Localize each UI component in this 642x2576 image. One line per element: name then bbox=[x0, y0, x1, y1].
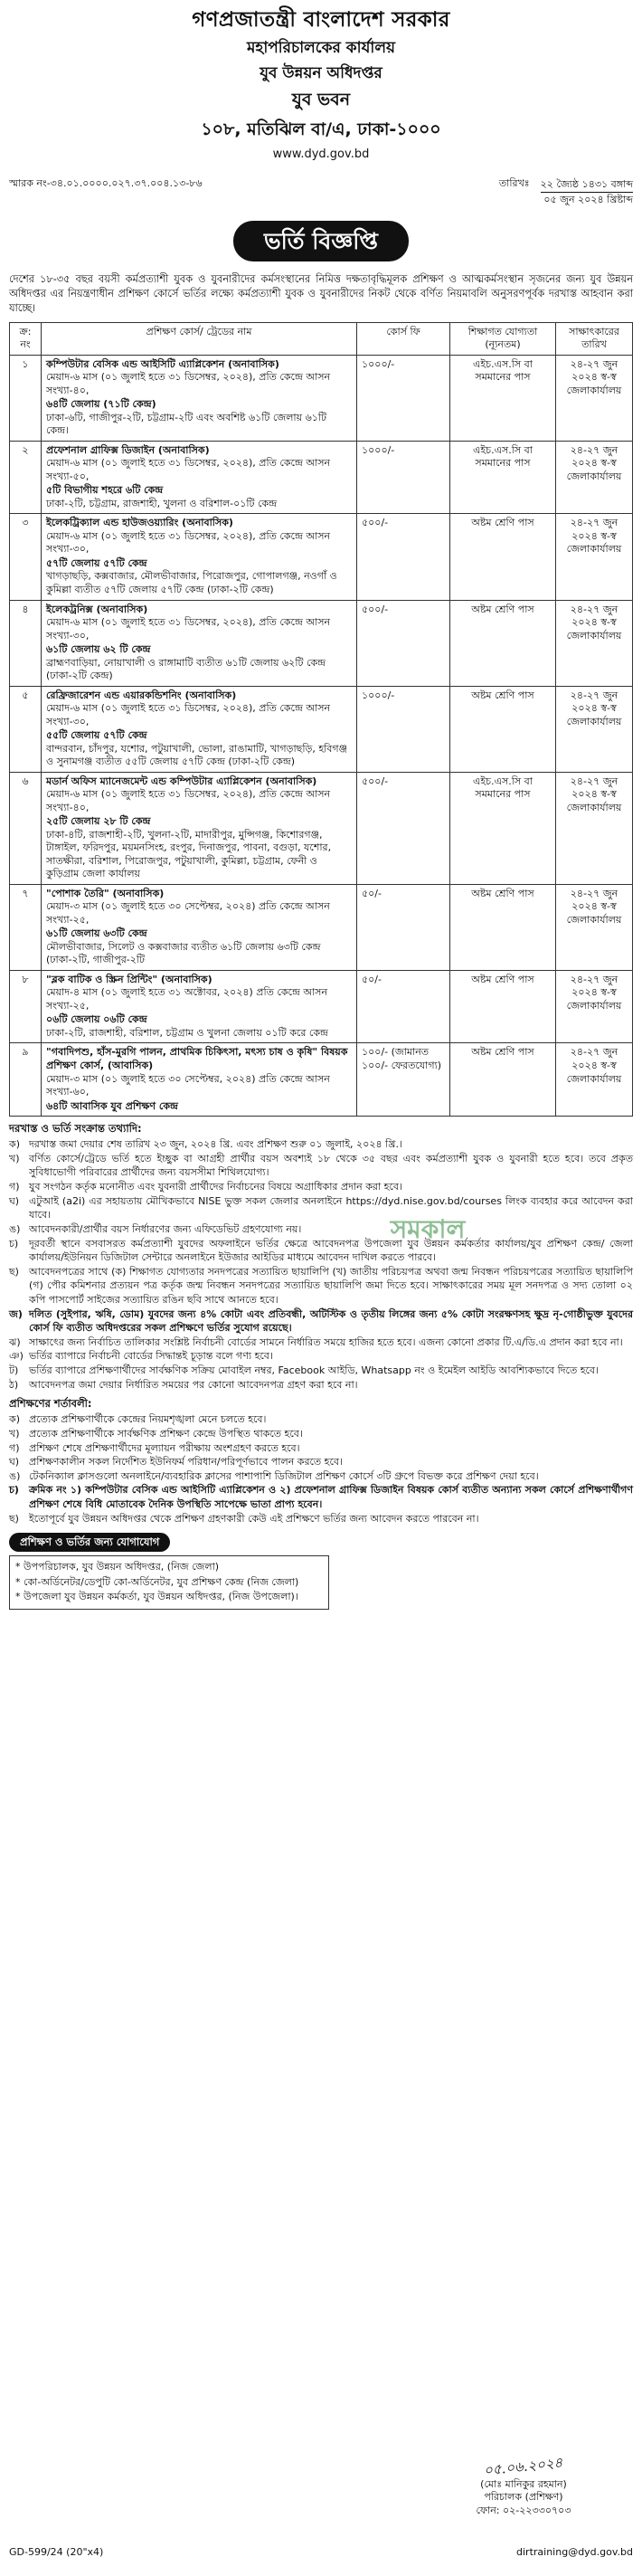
term-item bbox=[9, 1364, 633, 1378]
cell-serial: ৮ bbox=[10, 970, 42, 1043]
cell-fee: ৫০০/- bbox=[357, 600, 450, 686]
cell-education: অষ্টম শ্রেণি পাস bbox=[450, 514, 556, 600]
course-distribution: ৬৪টি আবাসিক যুব প্রশিক্ষণ কেন্দ্র bbox=[46, 1099, 178, 1112]
course-name: ইলেকট্রিক্যাল এন্ড হাউজওয়্যারিং (অনাবাসিক) bbox=[46, 517, 233, 529]
term-item bbox=[9, 1336, 633, 1350]
item-text: আবেদনপত্রের সাথে (ক) শিক্ষাগত যোগ্যতার সনদপত্রের সত্যায়িত ছায়ালিপি (খ) জাতীয় পরিচয়পত্র অথবা জন্ম নিবন্ধন পরিচয়পত্রের সত্যায়িত ছায়ালিপি (গ) পৌর কমিশনার প্রত্যয়ন পত্র কর্তৃক জন্ম নিবন্ধন সনদপত্রের সত্যায়িত ছায়ালিপি জমা দিতে হবে। সাক্ষাৎকারের সময় মূল সনদপত্র ও সদ্য তোলা ০২ কপি পাসপোর্ট সাইজের সত্যায়িত রঙিন ছবি সাথে আনতে হবে। bbox=[29, 1265, 633, 1306]
item-text: টেকনিক্যাল ক্লাসগুলো অনলাইনে/ব্যবহারিক ক্লাসের পাশাপাশি ডিজিটাল প্রশিক্ষণ কোর্সে ৩টি গ্রুপে বিভক্ত করে প্রশিক্ষণ দেয়া হবে। bbox=[29, 1469, 539, 1482]
col-course-name: প্রশিক্ষণ কোর্স/ ট্রেডের নাম bbox=[42, 322, 357, 355]
item-marker: ঙ) bbox=[9, 1469, 21, 1482]
term-item bbox=[9, 1349, 633, 1364]
item-marker: গ) bbox=[9, 1181, 20, 1193]
item-marker: ঘ) bbox=[9, 1456, 20, 1469]
cell-interview: ২৪-২৭ জুন ২০২৪ স্ব-স্ব জেলাকার্যালয় bbox=[556, 441, 633, 514]
course-centres: ঢাকা-৬টি, গাজীপুর-২টি, চট্টগ্রাম-২টি এবং অবশিষ্ট ৬১টি জেলায় ৬১টি কেন্দ্র। bbox=[46, 411, 327, 437]
item-marker: ঘ) bbox=[9, 1194, 20, 1207]
condition-item bbox=[9, 1412, 633, 1427]
table-row bbox=[10, 772, 633, 884]
cell-interview: ২৪-২৭ জুন ২০২৪ স্ব-স্ব জেলাকার্যালয় bbox=[556, 884, 633, 970]
term-item bbox=[9, 1307, 633, 1336]
signatory-name: (মোঃ মানিকুর রহমান) bbox=[480, 2477, 567, 2490]
item-text: এটুআই (a2i) এর সহায়তায় মৌখিকভাবে NISE ভুক্ত সকল জেলার অনলাইনে https://dyd.nise.gov.bd/courses লিংক ব্যবহার করে আবেদন করা যাবে। bbox=[29, 1194, 633, 1221]
cell-fee: ৫০০/- bbox=[357, 514, 450, 600]
cell-interview: ২৪-২৭ জুন ২০২৪ স্ব-স্ব জেলাকার্যালয় bbox=[556, 514, 633, 600]
cell-course bbox=[42, 600, 357, 686]
cell-course bbox=[42, 1043, 357, 1117]
course-centres: মৌলভীবাজার, সিলেট ও কক্সবাজার ব্যতীত ৬১টি জেলায় ৬৩টি কেন্দ্র (ঢাকা-২টি, গাজীপুর-২টি bbox=[46, 940, 321, 966]
cell-serial: ৯ bbox=[10, 1043, 42, 1117]
term-item bbox=[9, 1222, 633, 1237]
item-text: প্রশিক্ষণকালীন সকল নির্দেশিত ইউনিফর্ম পরিধান/পরিপূর্ণভাবে পালন করতে হবে। bbox=[29, 1456, 343, 1469]
item-text: দলিত (সুইপার, ঋষি, ডোম) যুবদের জন্য ৪% কোটা এবং প্রতিবন্ধী, অটিস্টিক ও তৃতীয় লিঙ্গের জন্য ৫% কোটা সংরক্ষণসহ ক্ষুদ্র নৃ-গোষ্ঠীভুক্ত যুবদের কোর্স ফি ব্যতীত অধিদপ্তরের সকল প্রশিক্ষণে ভর্তির সুযোগ রয়েছে। bbox=[29, 1307, 633, 1335]
course-distribution: ৬১টি জেলায় ৬৩টি কেন্দ্র bbox=[46, 927, 147, 940]
contact-email[interactable]: dirtraining@dyd.gov.bd bbox=[516, 2546, 633, 2559]
item-text: দূরবর্তী স্থানে বসবাসরত কর্মপ্রত্যাশী যুবদের অফলাইনে ভর্তির ক্ষেত্রে আবেদনপত্র উপজেলা যুব উন্নয়ন কর্মকর্তার কার্যালয়/যুব প্রশিক্ষণ কেন্দ্র/ জেলা কার্যালয়/ইউনিয়ন ডিজিটাল সেন্টারে অনলাইনে ইউজার আইডির মাধ্যমে আবেদন দাখিল করতে পারবে। bbox=[29, 1237, 633, 1264]
cell-interview: ২৪-২৭ জুন ২০২৪ স্ব-স্ব জেলাকার্যালয় bbox=[556, 600, 633, 686]
term-item bbox=[9, 1378, 633, 1393]
course-name: মডার্ন অফিস ম্যানেজমেন্ট এন্ড কম্পিউটার এ্যাপ্লিকেশন (অনাবাসিক) bbox=[46, 775, 317, 787]
conditions-list bbox=[9, 1412, 633, 1526]
course-table-body bbox=[10, 355, 633, 1116]
cell-fee: ৫০/- bbox=[357, 884, 450, 970]
contact-title: প্রশিক্ষণ ও ভর্তির জন্য যোগাযোগ bbox=[9, 1533, 170, 1552]
course-detail: মেয়াদ-৬ মাস (০১ জুলাই হতে ৩১ ডিসেম্বর, ২০২৪), প্রতি কেন্দ্রে আসন সংখ্যা-৩০, bbox=[46, 702, 331, 727]
notice-title-banner: ভর্তি বিজ্ঞপ্তি bbox=[233, 221, 409, 261]
course-centres: ঢাকা-২টি, চট্টগ্রাম, রাজশাহী, খুলনা ও বরিশাল-০১টি কেন্দ্র bbox=[46, 497, 278, 509]
course-distribution: ৫টি বিভাগীয় শহরে ৬টি কেন্দ্র bbox=[46, 484, 164, 497]
course-detail: মেয়াদ-৬ মাস (০১ জুলাই হতে ৩১ ডিসেম্বর, ২০২৪), প্রতি কেন্দ্রে আসন সংখ্যা-৫০, bbox=[46, 457, 331, 482]
term-item bbox=[9, 1265, 633, 1307]
item-marker: ঝ) bbox=[9, 1336, 21, 1348]
item-marker: জ) bbox=[9, 1307, 23, 1320]
table-row bbox=[10, 884, 633, 970]
item-text: আবেদনপত্র জমা দেয়ার নির্ধারিত সময়ের পর কোনো আবেদনপত্র গ্রহণ করা হবে না। bbox=[29, 1378, 358, 1391]
contact-item: * কো-অর্ডিনেটর/ডেপুটি কো-অর্ডিনেটর, যুব প্রশিক্ষণ কেন্দ্র (নিজ জেলা) bbox=[15, 1575, 299, 1588]
item-marker: চ) bbox=[9, 1237, 19, 1250]
cell-education: এইচ.এস.সি বা সমমানের পাস bbox=[450, 355, 556, 441]
watermark-text: সমকাল bbox=[390, 1214, 466, 1244]
terms-list bbox=[9, 1137, 633, 1392]
condition-item bbox=[9, 1469, 633, 1484]
item-marker: চ) bbox=[9, 1484, 19, 1497]
print-code: GD-599/24 (20"x4) bbox=[9, 2546, 104, 2559]
item-marker: গ) bbox=[9, 1441, 20, 1454]
signatory-designation: পরিচালক (প্রশিক্ষণ) bbox=[484, 2491, 563, 2504]
course-detail: মেয়াদ-৩ মাস (০১ জুলাই হতে ৩০ সেপ্টেম্বর, ২০২৪) প্রতি কেন্দ্রে আসন সংখ্যা-৬০, bbox=[46, 1072, 330, 1098]
cell-course bbox=[42, 970, 357, 1043]
item-marker: ছ) bbox=[9, 1512, 19, 1525]
signature-scribble: ০৫.০৬.২০২৪ bbox=[483, 2454, 564, 2479]
date-bangla: ২২ জ্যৈষ্ঠ ১৪৩১ বঙ্গাব্দ bbox=[541, 177, 633, 194]
contact-box bbox=[9, 1555, 329, 1610]
condition-item bbox=[9, 1512, 633, 1526]
cell-serial: ২ bbox=[10, 441, 42, 514]
memo-row bbox=[9, 177, 633, 208]
col-education: শিক্ষাগত যোগ্যতা (ন্যূনতম) bbox=[450, 322, 556, 355]
signature-block bbox=[429, 2454, 618, 2517]
course-table bbox=[9, 322, 633, 1117]
item-text: ক্রমিক নং ১) কম্পিউটার বেসিক এন্ড আইসিটি এ্যাপ্লিকেশন ও ২) প্রফেশনাল গ্রাফিক্স ডিজাইন বিষয়ক কোর্স ব্যতীত অন্যান্য সকল কোর্সে প্রশিক্ষণার্থীগণ প্রশিক্ষণ শেষে বিধি মোতাবেক দৈনিক উপস্থিতি সাপেক্ষে ভাতা প্রাপ্য হবেন। bbox=[29, 1484, 633, 1511]
course-detail: মেয়াদ-৪ মাস (০১ জুলাই হতে ৩১ অক্টোবর, ২০২৪) প্রতি কেন্দ্রে আসন সংখ্যা-২৫, bbox=[46, 986, 328, 1012]
item-text: সাক্ষাৎের জন্য নির্বাচিত তালিকার সংশ্লিষ্ট নির্বাচনী বোর্ডের সামনে নির্ধারিত সময়ে হাজির হতে হবে। এজন্য কোনো প্রকার টি.এ/ডি.এ প্রদান করা হবে না। bbox=[29, 1336, 623, 1348]
signatory-phone: ফোন: ০২-২২৩৩০৭০৩ bbox=[476, 2504, 571, 2516]
term-item bbox=[9, 1152, 633, 1180]
cell-education: অষ্টম শ্রেণি পাস bbox=[450, 600, 556, 686]
cell-interview: ২৪-২৭ জুন ২০২৪ স্ব-স্ব জেলাকার্যালয় bbox=[556, 355, 633, 441]
course-detail: মেয়াদ-৬ মাস (০১ জুলাই হতে ৩১ ডিসেম্বর, ২০২৪), প্রতি কেন্দ্রে আসন সংখ্যা-৪০, bbox=[46, 371, 331, 396]
cell-course bbox=[42, 441, 357, 514]
cell-education: অষ্টম শ্রেণি পাস bbox=[450, 970, 556, 1043]
cell-course bbox=[42, 884, 357, 970]
footer bbox=[9, 2546, 633, 2560]
building-name: যুব ভবন bbox=[291, 90, 351, 110]
table-row bbox=[10, 686, 633, 772]
memo-number: স্মারক নং-৩৪.০১.০০০০.০২৭.৩৭.০০৪.১৩-৮৬ bbox=[9, 176, 203, 189]
cell-course bbox=[42, 686, 357, 772]
course-detail: মেয়াদ-৬ মাস (০১ জুলাই হতে ৩১ ডিসেম্বর, ২০২৪), প্রতি কেন্দ্রে আসন সংখ্যা-৪০, bbox=[46, 788, 331, 813]
cell-serial: ৭ bbox=[10, 884, 42, 970]
cell-interview: ২৪-২৭ জুন ২০২৪ স্ব-স্ব জেলাকার্যালয় bbox=[556, 970, 633, 1043]
cell-course bbox=[42, 772, 357, 884]
course-distribution: ৬৪টি জেলায় (৭১টি কেন্দ্র) bbox=[46, 398, 156, 411]
cell-education: অষ্টম শ্রেণি পাস bbox=[450, 686, 556, 772]
course-centres: খাগড়াছড়ি, কক্সবাজার, মৌলভীবাজার, পিরোজপুর, গোপালগঞ্জ, নওগাঁ ও কুমিল্লা ব্যতীত ৫৭টি জেলায় ৫৭টি কেন্দ্র (ঢাকা-২টি কেন্দ্র) bbox=[46, 570, 337, 595]
cell-interview: ২৪-২৭ জুন ২০২৪ স্ব-স্ব জেলাকার্যালয় bbox=[556, 772, 633, 884]
term-item bbox=[9, 1180, 633, 1194]
date-label: তারিখঃ bbox=[498, 176, 530, 189]
office-name: মহাপরিচালকের কার্যালয় bbox=[246, 39, 396, 58]
col-fee: কোর্স ফি bbox=[357, 322, 450, 355]
course-distribution: ৬১টি জেলায় ৬২ টি কেন্দ্র bbox=[46, 643, 151, 656]
item-text: প্রত্যেক প্রশিক্ষণার্থীকে সার্বক্ষণিক প্রশিক্ষণ কেন্দ্রে উপস্থিত থাকতে হবে। bbox=[29, 1427, 303, 1440]
cell-fee: ৫০০/- bbox=[357, 772, 450, 884]
table-row bbox=[10, 514, 633, 600]
cell-serial: ৪ bbox=[10, 600, 42, 686]
condition-item bbox=[9, 1441, 633, 1456]
item-text: ইতোপূর্বে যুব উন্নয়ন অধিদপ্তর থেকে প্রশিক্ষণ গ্রহণকারী কেউ এই প্রশিক্ষণে ভর্তির জন্য আবেদন করতে পারবেন না। bbox=[29, 1512, 479, 1525]
conditions-title: প্রশিক্ষণের শর্তাবলী: bbox=[9, 1397, 92, 1411]
department-name: যুব উন্নয়ন অধিদপ্তর bbox=[260, 63, 382, 82]
cell-serial: ৩ bbox=[10, 514, 42, 600]
cell-interview: ২৪-২৭ জুন ২০২৪ স্ব-স্ব জেলাকার্যালয় bbox=[556, 1043, 633, 1117]
course-centres: বান্দরবান, চাঁদপুর, যশোর, পটুয়াখালী, ভোলা, রাঙামাটি, খাগড়াছড়ি, হবিগঞ্জ ও সুনামগঞ্জ ব্যতীত ৫৫টি জেলায় ৫৭টি কেন্দ্র (ঢাকা-২টি কেন্দ্র) bbox=[46, 742, 347, 768]
letterhead bbox=[9, 6, 633, 163]
course-name: রেফ্রিজারেশন এন্ড এয়ারকন্ডিশনিং (অনাবাসিক) bbox=[46, 689, 237, 701]
contact-item: * উপজেলা যুব উন্নয়ন কর্মকর্তা, যুব উন্নয়ন অধিদপ্তর, (নিজ উপজেলা)। bbox=[15, 1591, 298, 1603]
item-text: যুব সংগঠন কর্তৃক মনোনীত এবং যুবনারী প্রার্থীদের নির্বাচনের বিষয়ে অগ্রাধিকার প্রদান করা হবে। bbox=[29, 1181, 402, 1193]
date-english: ০৫ জুন ২০২৪ খ্রিষ্টাব্দ bbox=[543, 194, 633, 206]
item-text: প্রত্যেক প্রশিক্ষণার্থীকে কেন্দ্রের নিয়মশৃঙ্খলা মেনে চলতে হবে। bbox=[29, 1413, 267, 1426]
item-marker: ক) bbox=[9, 1138, 20, 1151]
course-detail: মেয়াদ-৬ মাস (০১ জুলাই হতে ৩১ ডিসেম্বর, ২০২৪), প্রতি কেন্দ্রে আসন সংখ্যা-৩০, bbox=[46, 616, 331, 642]
course-distribution: ২৫টি জেলায় ২৮ টি কেন্দ্র bbox=[46, 815, 151, 828]
cell-education: এইচ.এস.সি বা সমমানের পাস bbox=[450, 441, 556, 514]
course-name: ইলেকট্রনিক্স (অনাবাসিক) bbox=[46, 603, 148, 615]
cell-fee: ১০০০/- bbox=[357, 355, 450, 441]
table-row bbox=[10, 970, 633, 1043]
term-item bbox=[9, 1237, 633, 1265]
course-centres: ব্রাহ্মণবাড়িয়া, নোয়াখালী ও রাঙ্গামাটি ব্যতীত ৬১টি জেলায় ৬২টি কেন্দ্র (ঢাকা-২টি কেন্দ্র) bbox=[46, 656, 326, 682]
cell-course bbox=[42, 514, 357, 600]
item-text: ভর্তির ব্যাপারে প্রশিক্ষণার্থীদের সার্বক্ষণিক সক্রিয় মোবাইল নম্বর, Facebook আইডি, Whatsapp নং ও ইমেইল আইডি আবশ্যিকভাবে দিতে হবে। bbox=[29, 1364, 599, 1376]
cell-serial: ৫ bbox=[10, 686, 42, 772]
website-link[interactable]: www.dyd.gov.bd bbox=[272, 147, 370, 162]
table-header-row bbox=[10, 322, 633, 355]
item-text: দরখাস্ত জমা দেয়ার শেষ তারিখ ২৩ জুন, ২০২৪ খ্রি. এবং প্রশিক্ষণ শুরু ০১ জুলাই, ২০২৪ খ্রি.। bbox=[29, 1138, 402, 1151]
item-marker: খ) bbox=[9, 1152, 20, 1164]
item-marker: ক) bbox=[9, 1413, 20, 1426]
item-marker: ট) bbox=[9, 1364, 19, 1376]
intro-paragraph: দেশের ১৮-৩৫ বছর বয়সী কর্মপ্রত্যাশী যুবক ও যুবনারীদের কর্মসংস্থানের নিমিত্ত দক্ষতাবৃদ্ধিমূলক প্রশিক্ষণ ও আত্মকর্মসংস্থান সৃজনের জন্য যুব উন্নয়ন অধিদপ্তর এর নিয়ন্ত্রণাধীন প্রশিক্ষণ কোর্সে ভর্তির লক্ষ্যে কর্মপ্রত্যাশী যুবক ও যুবনারীদের নিকট থেকে বর্ণিত নিয়মাবলি অনুসরণপূর্বক দরখাস্ত আহবান করা যাচ্ছে। bbox=[9, 272, 633, 315]
condition-item bbox=[9, 1483, 633, 1511]
course-name: "পোশাক তৈরি" (অনাবাসিক) bbox=[46, 887, 165, 899]
cell-education: অষ্টম শ্রেণি পাস bbox=[450, 1043, 556, 1117]
cell-fee: ১০০/- (জামানত ১০০/- ফেরতযোগ্য) bbox=[357, 1043, 450, 1117]
term-item bbox=[9, 1194, 633, 1222]
col-interview: সাক্ষাৎকারের তারিখ bbox=[556, 322, 633, 355]
course-name: কম্পিউটার বেসিক এন্ড আইসিটি এ্যাপ্লিকেশন (অনাবাসিক) bbox=[46, 357, 279, 370]
item-marker: ঞ) bbox=[9, 1350, 24, 1363]
notice-page bbox=[9, 6, 633, 2563]
condition-item bbox=[9, 1427, 633, 1441]
col-serial: ক্র: নং bbox=[10, 322, 42, 355]
course-name: "গবাদিপশু, হাঁস-মুরগি পালন, প্রাথমিক চিকিৎসা, মৎস্য চাষ ও কৃষি" বিষয়ক প্রশিক্ষণ কোর্স, (আবাসিক) bbox=[46, 1046, 348, 1071]
course-distribution: ৫৭টি জেলায় ৫৭টি কেন্দ্র bbox=[46, 556, 147, 569]
course-distribution: ৫৫টি জেলায় ৫৭টি কেন্দ্র bbox=[46, 729, 147, 742]
item-text: ভর্তির ব্যাপারে নির্বাচনী বোর্ডের সিদ্ধান্তই চূড়ান্ত বলে গণ্য হবে। bbox=[29, 1350, 273, 1363]
item-text: আবেদনকারী/প্রার্থীর বয়স নির্ধারণের জন্য এফিডেভিট গ্রহণযোগ্য নয়। bbox=[29, 1222, 302, 1235]
cell-serial: ৬ bbox=[10, 772, 42, 884]
memo-date bbox=[499, 177, 633, 208]
course-centres: ঢাকা-৪টি, রাজশাহী-২টি, খুলনা-২টি, মাদারীপুর, মুন্সিগঞ্জ, কিশোরগঞ্জ, টাঙ্গাইল, ফরিদপুর, ময়মনসিংহ, রংপুর, দিনাজপুর, পাবনা, বগুড়া, যশোর, সাতক্ষীরা, বরিশাল, পিরোজপুর, পটুয়াখালী, কুমিল্লা, চট্টগ্রাম, ফেনী ও কুড়িগ্রাম জেলা কার্যালয় bbox=[46, 828, 332, 880]
cell-course bbox=[42, 355, 357, 441]
office-address: ১০৮, মতিঝিল বা/এ, ঢাকা-১০০০ bbox=[201, 119, 441, 140]
govt-name: গণপ্রজাতন্ত্রী বাংলাদেশ সরকার bbox=[192, 8, 450, 32]
item-text: প্রশিক্ষণ শেষে প্রশিক্ষণার্থীদের মূল্যায়ন পরীক্ষায় অংশগ্রহণ করতে হবে। bbox=[29, 1441, 300, 1454]
course-centres: ঢাকা-২টি, রাজশাহী, বরিশাল, চট্টগ্রাম ও খুলনা জেলায় ০১টি করে কেন্দ্র bbox=[46, 1026, 328, 1039]
table-row bbox=[10, 1043, 633, 1117]
item-marker: ঙ) bbox=[9, 1222, 21, 1235]
term-item bbox=[9, 1137, 633, 1152]
course-detail: মেয়াদ-৩ মাস (০১ জুলাই হতে ৩০ সেপ্টেম্বর, ২০২৪) প্রতি কেন্দ্রে আসন সংখ্যা-২৫, bbox=[46, 900, 330, 926]
table-row bbox=[10, 441, 633, 514]
course-name: প্রফেশনাল গ্রাফিক্স ডিজাইন (অনাবাসিক) bbox=[46, 443, 210, 456]
table-row bbox=[10, 355, 633, 441]
cell-fee: ১০০০/- bbox=[357, 441, 450, 514]
condition-item bbox=[9, 1455, 633, 1469]
item-marker: খ) bbox=[9, 1427, 20, 1440]
item-text: বর্ণিত কোর্সে/ট্রেডে ভর্তি হতে ইচ্ছুক বা আগ্রহী প্রার্থীর বয়স অবশ্যই ১৮ থেকে ৩৫ বছর এবং কর্মপ্রত্যাশী যুবক ও যুবনারী হতে হবে। তবে প্রকৃত সুবিধাভোগী পরিবারের প্রার্থীদের জন্য বয়সসীমা শিথিলযোগ্য। bbox=[29, 1152, 633, 1179]
cell-fee: ৫০/- bbox=[357, 970, 450, 1043]
cell-fee: ১০০০/- bbox=[357, 686, 450, 772]
course-detail: মেয়াদ-৬ মাস (০১ জুলাই হতে ৩১ ডিসেম্বর, ২০২৪), প্রতি কেন্দ্রে আসন সংখ্যা-৩০, bbox=[46, 529, 331, 556]
cell-education: এইচ.এস.সি বা সমমানের পাস bbox=[450, 772, 556, 884]
cell-education: অষ্টম শ্রেণি পাস bbox=[450, 884, 556, 970]
course-distribution: ০৬টি জেলায় ০৬টি কেন্দ্র bbox=[46, 1013, 147, 1026]
terms-title: দরখাস্ত ও ভর্তি সংক্রান্ত তথ্যাদি: bbox=[9, 1122, 142, 1136]
cell-serial: ১ bbox=[10, 355, 42, 441]
contact-item: * উপপরিচালক, যুব উন্নয়ন অধিদপ্তর, (নিজ জেলা) bbox=[15, 1561, 220, 1573]
item-marker: ছ) bbox=[9, 1265, 19, 1278]
table-row bbox=[10, 600, 633, 686]
cell-interview: ২৪-২৭ জুন ২০২৪ স্ব-স্ব জেলাকার্যালয় bbox=[556, 686, 633, 772]
course-name: "ব্লক বাটিক ও স্ক্রিন প্রিন্টিং" (অনাবাসিক) bbox=[46, 973, 212, 985]
item-marker: ঠ) bbox=[9, 1378, 19, 1391]
